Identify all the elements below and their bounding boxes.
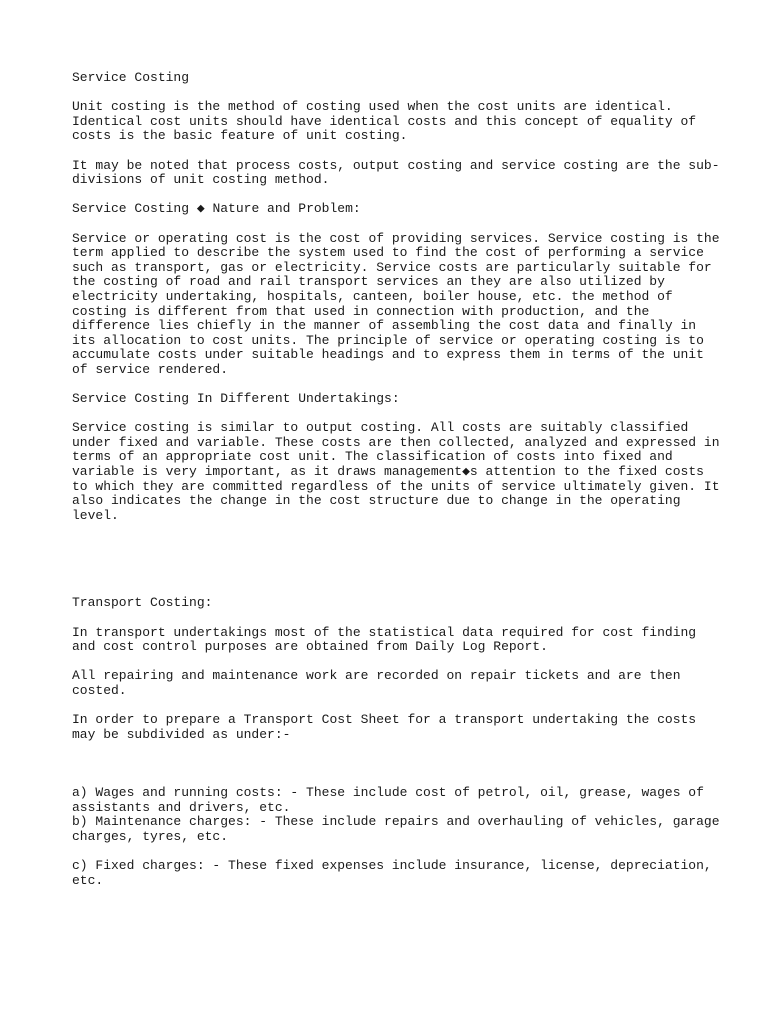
paragraph-repair-tickets: All repairing and maintenance work are recorded on repair tickets and are then costed. [72,668,681,698]
list-item-wages: a) Wages and running costs: - These include cost of petrol, oil, grease, wages of assistants and drivers, etc. [72,785,704,815]
list-item-maintenance: b) Maintenance charges: - These include repairs and overhauling of vehicles, garage charges, tyres, etc. [72,814,720,844]
paragraph-operating-cost: Service or operating cost is the cost of providing services. Service costing is the term applied to describe the system used to find the cost of performing a service such as transport, gas or electricity. Service costs are particularly suitable for the costing of road and rail transport services an they are also utilized by electricity undertaking, hospitals, canteen, boiler house, etc. the method of costing is different from that used in connection with production, and the difference lies chiefly in the manner of assembling the cost data and finally in its allocation to cost units. The principle of service or operating costing is to accumulate costs under suitable headings and to express them in terms of the unit of service rendered. [72,230,720,377]
paragraph-daily-log: In transport undertakings most of the statistical data required for cost finding and cost control purposes are obtained from Daily Log Report. [72,624,697,655]
paragraph-cost-sheet: In order to prepare a Transport Cost Sheet for a transport undertaking the costs may be subdivided as under:- [72,712,697,742]
list-item-fixed-charges: c) Fixed charges: - These fixed expenses include insurance, license, depreciation, etc. [72,858,712,888]
heading-transport-costing: Transport Costing: [72,595,213,611]
heading-nature-and-problem: Service Costing ◆ Nature and Problem: [72,201,361,217]
paragraph-subdivisions: It may be noted that process costs, output costing and service costing are the sub- divisions of unit costing method. [72,157,720,188]
paragraph-output-costing: Service costing is similar to output costing. All costs are suitably classified under fixed and variable. These costs are then collected, analyzed and expressed in terms of an appropriate cost unit. The classification of costs into fixed and variable is very important, as it draws management◆s attention to the fixed costs to which they are committed regardless of the units of service ultimately given. It also indicates the change in the cost structure due to change in the operating level. [72,420,720,523]
heading-different-undertakings: Service Costing In Different Undertakings: [72,391,400,407]
document-page [72,70,720,888]
paragraph-unit-costing: Unit costing is the method of costing used when the cost units are identical. Identical cost units should have identical costs and this concept of equality of costs is the basic feature of unit costing. [72,99,697,144]
document-title: Service Costing [72,70,190,85]
